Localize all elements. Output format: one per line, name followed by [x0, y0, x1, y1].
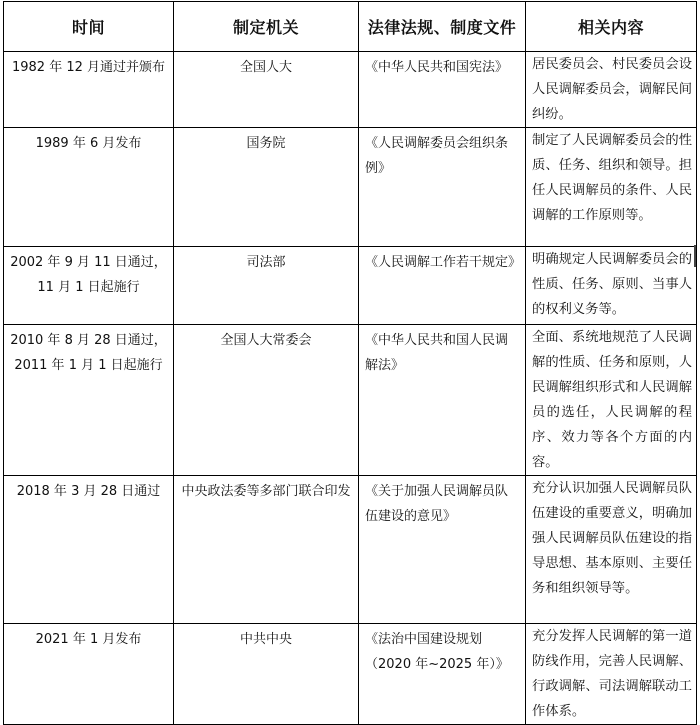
cell-authority: 司法部 [174, 247, 359, 325]
header-time: 时间 [4, 2, 174, 52]
cell-document: 《中华人民共和国人民调解法》 [359, 325, 526, 476]
regulations-table [3, 1, 697, 725]
cell-time: 2018 年 3 月 28 日通过 [4, 476, 174, 624]
cell-authority: 中央政法委等多部门联合印发 [174, 476, 359, 624]
header-authority: 制定机关 [174, 2, 359, 52]
header-content: 相关内容 [526, 2, 697, 52]
cell-time: 2002 年 9 月 11 日通过，11 月 1 日起施行 [4, 247, 174, 325]
cell-time: 1982 年 12 月通过并颁布 [4, 52, 174, 128]
header-document: 法律法规、制度文件 [359, 2, 526, 52]
cell-authority: 中共中央 [174, 624, 359, 725]
cell-authority: 国务院 [174, 128, 359, 247]
table-header-row [4, 2, 697, 52]
table-row [4, 476, 697, 624]
text-cursor-mark [694, 245, 696, 267]
cell-content: 居民委员会、村民委员会设人民调解委员会，调解民间纠纷。 [526, 52, 697, 128]
cell-document: 《人民调解工作若干规定》 [359, 247, 526, 325]
cell-document: 《人民调解委员会组织条例》 [359, 128, 526, 247]
table-row [4, 128, 697, 247]
cell-content: 全面、系统地规范了人民调解的性质、任务和原则，人民调解组织形式和人民调解员的选任，人民调解的程序、效力等各个方面的内容。 [526, 325, 697, 476]
cell-document: 《关于加强人民调解员队伍建设的意见》 [359, 476, 526, 624]
cell-authority: 全国人大常委会 [174, 325, 359, 476]
cell-content: 明确规定人民调解委员会的性质、任务、原则、当事人的权利义务等。 [526, 247, 697, 325]
cell-time: 2021 年 1 月发布 [4, 624, 174, 725]
cell-content: 制定了人民调解委员会的性质、任务、组织和领导。担任人民调解员的条件、人民调解的工作原则等。 [526, 128, 697, 247]
cell-time: 1989 年 6 月发布 [4, 128, 174, 247]
cell-document: 《法治中国建设规划（2020 年~2025 年）》 [359, 624, 526, 725]
table-row [4, 325, 697, 476]
table-row [4, 247, 697, 325]
cell-time: 2010 年 8 月 28 日通过，2011 年 1 月 1 日起施行 [4, 325, 174, 476]
cell-authority: 全国人大 [174, 52, 359, 128]
cell-content: 充分认识加强人民调解员队伍建设的重要意义，明确加强人民调解员队伍建设的指导思想、基本原则、主要任务和组织领导等。 [526, 476, 697, 624]
cell-content: 充分发挥人民调解的第一道防线作用，完善人民调解、行政调解、司法调解联动工作体系。 [526, 624, 697, 725]
table-row [4, 52, 697, 128]
cell-document: 《中华人民共和国宪法》 [359, 52, 526, 128]
table-row [4, 624, 697, 725]
